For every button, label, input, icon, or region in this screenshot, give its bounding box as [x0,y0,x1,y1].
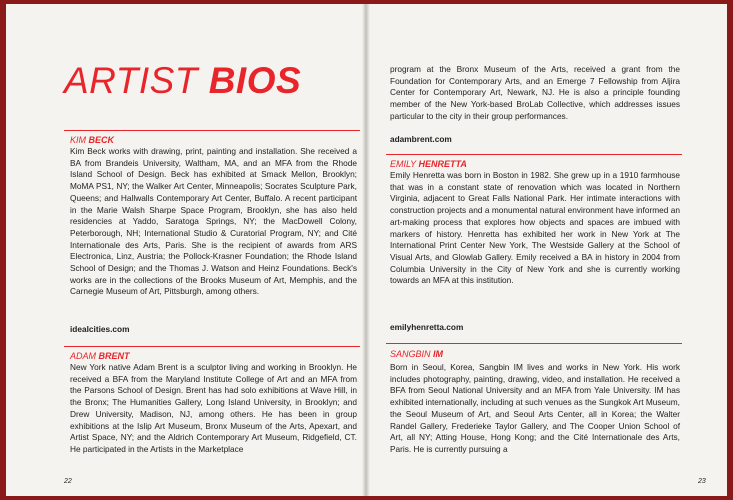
title-bold: BIOS [208,60,302,101]
artist-website-emily-henretta[interactable]: emilyhenretta.com [390,322,464,332]
section-rule [64,346,360,347]
left-page [6,4,365,496]
title-light: ARTIST [64,60,198,101]
artist-bio-sangbin-im: Born in Seoul, Korea, Sangbin IM lives and works in New York. His work includes photography, painting, drawing, video, and installation. He received a BFA from Seoul National University and an MFA from Yale University. IM has exhibited internationally, including at such venues as the Sungkok Art Museum, the Seoul Museum of Art, and Seoul Arts Center, all in Korea; the Walter Randel Gallery, Frederieke Taylor Gallery, and The Cooper Union School of Art, all NY; Atting House, Hong Kong; and the Cité Internationale des Arts, Paris. He is currently pursuing a [390,362,680,454]
artist-name-sangbin-im: SANGBIN IM [390,349,444,359]
page-number-right: 23 [698,478,706,485]
page-number-left: 22 [64,478,72,485]
section-rule [386,154,682,155]
artist-name-kim-beck: KIM BECK [70,135,115,145]
page-title [64,60,301,102]
artist-website-adam-brent[interactable]: adambrent.com [390,134,452,144]
artist-website-kim-beck[interactable]: idealcities.com [70,324,130,334]
artist-name-adam-brent: ADAM BRENT [70,351,130,361]
book-spread [6,4,727,496]
section-rule [386,343,682,344]
artist-bio-adam-brent: New York native Adam Brent is a sculptor living and working in Brooklyn. He received a BFA from the Maryland Institute College of Art and an MFA from the Parsons School of Design. Brent has had solo exhibitions at Wave Hill, in the Bronx; The Humanities Gallery, Long Island University, in Brooklyn; and Drew University, Madison, NJ, among others. He has been in group exhibitions at the Islip Art Museum, Bronx Museum of the Arts, Apexart, and Artist Space, NY; and the Aldrich Contemporary Art Museum, Ridgefield, CT. He participated in the Artists in the Marketplace [70,362,357,454]
right-page [367,4,727,496]
artist-bio-kim-beck: Kim Beck works with drawing, print, painting and installation. She received a BA from Brandeis University, Waltham, MA, and an MFA from the Rhode Island School of Design. Beck has exhibited at Smack Mellon, Brooklyn; MoMA PS1, NY; the Walker Art Center, Minneapolis; Socrates Sculpture Park, Queens; and Hallwalls Contemporary Art Center, Buffalo. A recent participant in the Marie Walsh Sharpe Space Program, Brooklyn, she has also held residencies at Yaddo, Saratoga Springs, NY; the MacDowell Colony, Peterborough, NH; International Studio & Curatorial Program, NY; and Cité Internationale des Arts, Paris. She is the recipient of awards from ARS Electronica, Linz, Austria; the Pollock-Krasner Foundation; the Rhode Island School of Design; and the Thomas J. Watson and Heinz Foundations. Beck's works are in the collections of the Brooks Museum of Art, Memphis, and the Carnegie Museum of Art, Pittsburgh, among others. [70,146,357,297]
artist-bio-emily-henretta: Emily Henretta was born in Boston in 1982. She grew up in a 1910 farmhouse that was in a constant state of renovation which was located in Northern Virginia, adjacent to Great Falls National Park. Her intimate interactions with construction projects and a monumental natural environment have informed an art-making process that explores how objects and spaces are imbued with markers of history. Henretta has exhibited her work in New York at The International Print Center New York, The Westside Gallery at the School of Visual Arts, and Glowlab Gallery. Emily received a BA in history in 2004 from Columbia University in the City of New York and she is currently working towards an MFA at this institution. [390,170,680,286]
section-rule [64,130,360,131]
artist-bio-adam-brent-continued: program at the Bronx Museum of the Arts, received a grant from the Foundation for Contemporary Arts, and an Emerge 7 Fellowship from Aljira Center for Contemporary Art, Newark, NJ. He is also a principle founding member of the New York-based BroLab Collective, which addresses issues particular to the city in their group performances. [390,64,680,121]
artist-name-emily-henretta: EMILY HENRETTA [390,159,467,169]
